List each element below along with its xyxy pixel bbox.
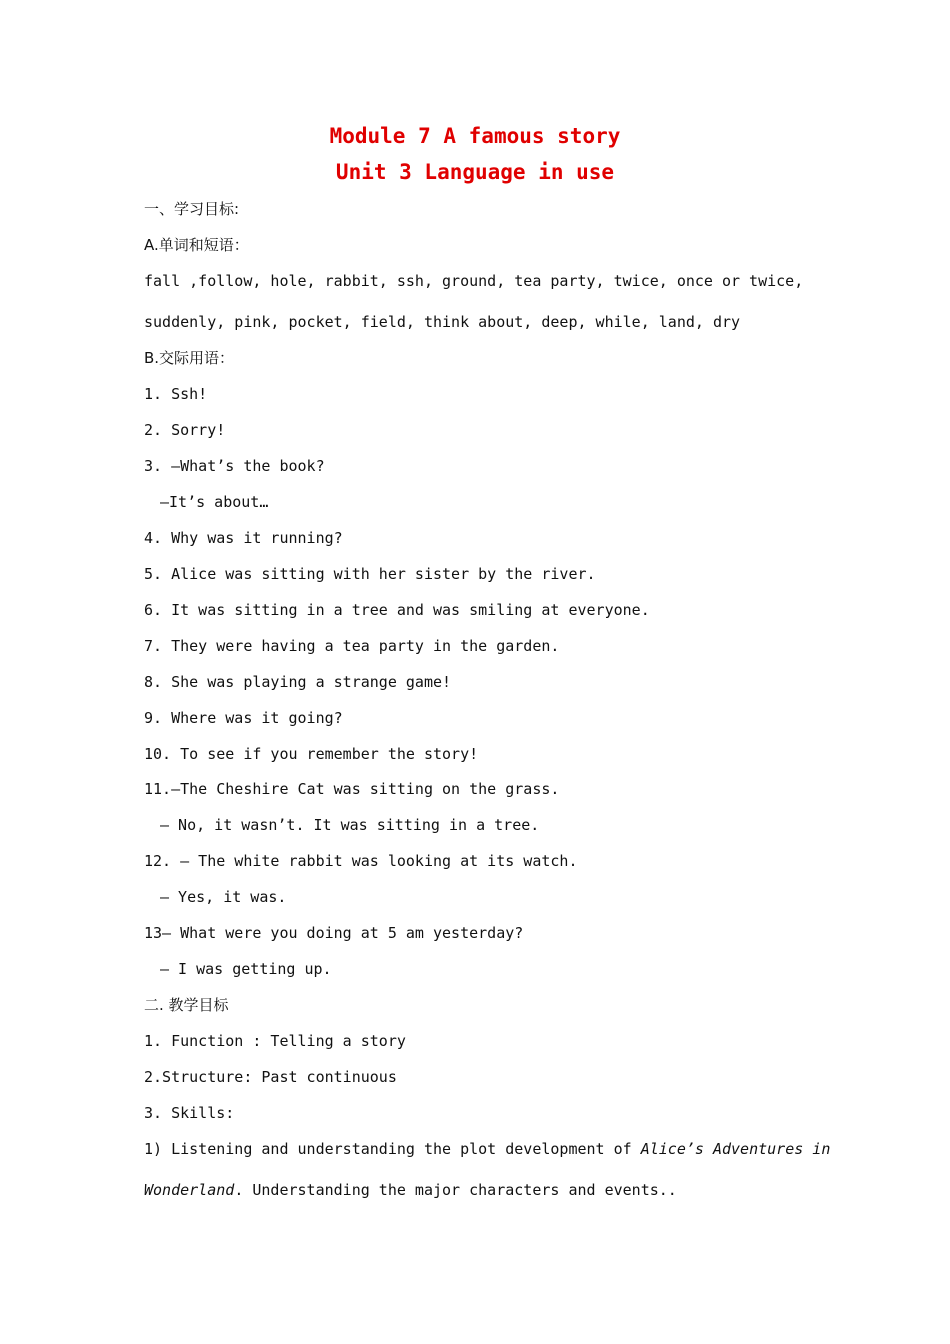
book-title: Alice’s Adventures in <box>640 1140 831 1158</box>
phrase-item: — Yes, it was. <box>160 888 287 906</box>
book-title-cont: Wonderland <box>144 1181 235 1199</box>
phrase-item: 3. —What’s the book? <box>144 457 325 475</box>
phrase-item: — No, it wasn’t. It was sitting in a tree. <box>160 816 540 834</box>
phrase-item: 8. She was playing a strange game! <box>144 673 452 691</box>
phrase-item: 4. Why was it running? <box>144 529 343 547</box>
phrase-item: 2. Sorry! <box>144 421 226 439</box>
section2-heading: 二. 教学目标 <box>144 996 229 1014</box>
partB-heading: B.交际用语： <box>144 349 235 367</box>
phrase-item: 13— What were you doing at 5 am yesterday? <box>144 924 524 942</box>
skill-line-1 <box>144 1139 830 1159</box>
phrase-item: 5. Alice was sitting with her sister by the river. <box>144 565 596 583</box>
goal-item: 1. Function : Telling a story <box>144 1032 406 1050</box>
phrase-item: 7. They were having a tea party in the garden. <box>144 637 560 655</box>
phrase-item: — I was getting up. <box>160 960 332 978</box>
skill-prefix: 1) Listening and understanding the plot development of <box>144 1140 641 1158</box>
phrase-item: 9. Where was it going? <box>144 709 343 727</box>
goal-item: 3. Skills: <box>144 1104 235 1122</box>
section1-heading: 一、学习目标: <box>144 200 240 218</box>
phrase-item: 1. Ssh! <box>144 385 208 403</box>
phrase-item: —It’s about… <box>160 493 269 511</box>
goal-item: 2.Structure: Past continuous <box>144 1068 397 1086</box>
unit-title: Unit 3 Language in use <box>335 160 615 184</box>
skill-suffix: . Understanding the major characters and events.. <box>234 1181 677 1199</box>
partA-heading: A.单词和短语： <box>144 236 249 254</box>
phrase-item: 11.—The Cheshire Cat was sitting on the grass. <box>144 780 560 798</box>
phrase-item: 12. — The white rabbit was looking at its watch. <box>144 852 578 870</box>
phrase-item: 10. To see if you remember the story! <box>144 745 479 763</box>
phrase-item: 6. It was sitting in a tree and was smiling at everyone. <box>144 601 650 619</box>
words-line-1: fall ,follow, hole, rabbit, ssh, ground, tea party, twice, once or twice, <box>144 272 804 290</box>
words-line-2: suddenly, pink, pocket, field, think about, deep, while, land, dry <box>144 313 741 331</box>
skill-line-2 <box>144 1180 677 1200</box>
module-title: Module 7 A famous story <box>329 124 621 148</box>
